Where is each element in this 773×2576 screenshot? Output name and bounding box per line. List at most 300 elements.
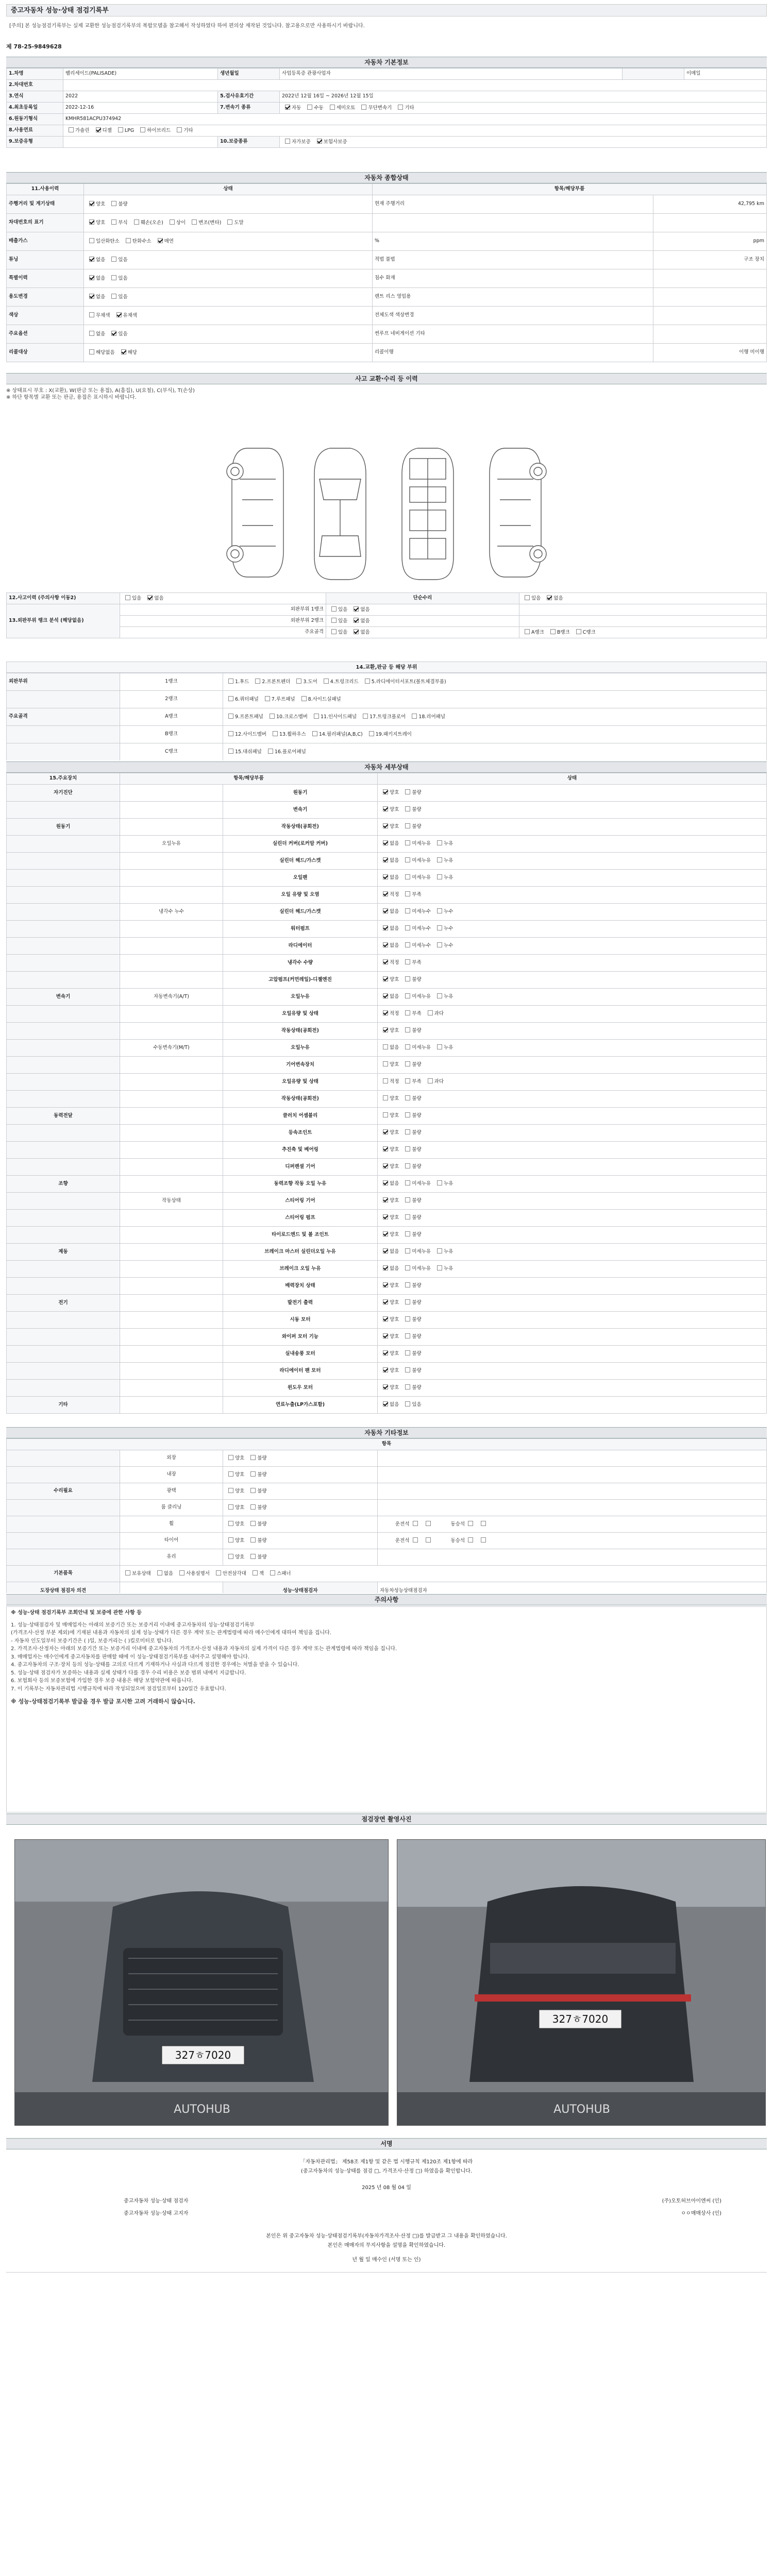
checkbox[interactable] — [550, 629, 556, 634]
checkbox[interactable] — [228, 1521, 233, 1526]
checkbox-option[interactable]: 적정 — [380, 891, 399, 898]
checkbox[interactable] — [437, 925, 442, 930]
checkbox-option[interactable]: 누유 — [434, 857, 453, 864]
checkbox-option[interactable]: 양호 — [380, 806, 399, 813]
checkbox[interactable] — [405, 908, 410, 913]
checkbox-option[interactable]: 해당 — [118, 349, 137, 356]
checkbox-option[interactable]: 1.후드 — [225, 679, 249, 685]
checkbox[interactable] — [383, 823, 388, 828]
checkbox[interactable] — [118, 127, 123, 132]
checkbox[interactable] — [383, 789, 388, 794]
checkbox-option[interactable]: 불량 — [402, 1129, 421, 1136]
checkbox-option[interactable]: 불량 — [402, 1197, 421, 1204]
checkbox-option[interactable]: 미세누유 — [402, 1265, 431, 1272]
checkbox[interactable] — [383, 1197, 388, 1202]
checkbox-option[interactable]: 양호 — [225, 1471, 244, 1478]
checkbox-option[interactable]: 누유 — [434, 874, 453, 881]
checkbox[interactable] — [405, 1027, 410, 1032]
checkbox[interactable] — [192, 219, 197, 225]
checkbox[interactable] — [405, 1112, 410, 1117]
checkbox[interactable] — [525, 629, 530, 634]
checkbox-option[interactable]: 적정 — [380, 1010, 399, 1017]
checkbox[interactable] — [250, 1537, 256, 1543]
checkbox-option[interactable]: 미세누수 — [402, 908, 431, 915]
checkbox[interactable] — [405, 1129, 410, 1134]
checkbox[interactable] — [405, 1299, 410, 1304]
checkbox[interactable] — [426, 1521, 431, 1526]
checkbox-option[interactable]: 상이 — [166, 219, 186, 226]
checkbox[interactable] — [116, 312, 122, 317]
checkbox-option[interactable]: 누수 — [434, 925, 453, 932]
checkbox[interactable] — [331, 629, 337, 634]
checkbox-option[interactable]: 불량 — [247, 1488, 266, 1495]
checkbox[interactable] — [383, 993, 388, 998]
checkbox[interactable] — [111, 294, 116, 299]
checkbox-option[interactable]: 불량 — [247, 1471, 266, 1478]
checkbox-option[interactable]: C랭크 — [573, 629, 596, 636]
checkbox-option[interactable]: 양호 — [225, 1537, 244, 1544]
checkbox[interactable] — [126, 238, 131, 243]
checkbox-option[interactable] — [410, 1521, 419, 1528]
checkbox-option[interactable]: 없음 — [380, 857, 399, 864]
checkbox-option[interactable]: 양호 — [380, 1197, 399, 1204]
checkbox[interactable] — [228, 731, 233, 736]
checkbox-option[interactable]: 불량 — [402, 1231, 421, 1238]
checkbox[interactable] — [250, 1488, 256, 1493]
checkbox-option[interactable]: 자동 — [282, 105, 301, 111]
checkbox[interactable] — [140, 127, 145, 132]
checkbox[interactable] — [405, 840, 410, 845]
checkbox-option[interactable]: 없음 — [154, 1570, 173, 1577]
checkbox-option[interactable]: 7.루프패널 — [262, 696, 295, 703]
checkbox[interactable] — [331, 618, 337, 623]
checkbox-option[interactable]: 없음 — [380, 1401, 399, 1408]
checkbox-option[interactable]: 기타 — [174, 127, 193, 134]
checkbox-option[interactable]: 있음 — [108, 331, 127, 337]
checkbox[interactable] — [285, 139, 290, 144]
checkbox-option[interactable]: 디젤 — [93, 127, 112, 134]
checkbox-option[interactable]: 누유 — [434, 840, 453, 847]
checkbox-option[interactable]: 양호 — [380, 1299, 399, 1306]
checkbox[interactable] — [405, 1197, 410, 1202]
checkbox-option[interactable] — [423, 1537, 432, 1544]
checkbox-option[interactable]: 미세누수 — [402, 925, 431, 932]
checkbox-option[interactable]: 양호 — [380, 1350, 399, 1357]
checkbox-option[interactable]: 누수 — [434, 942, 453, 949]
checkbox[interactable] — [111, 219, 116, 225]
checkbox[interactable] — [383, 1078, 388, 1083]
checkbox[interactable] — [383, 1350, 388, 1355]
checkbox-option[interactable] — [410, 1537, 419, 1544]
checkbox[interactable] — [405, 1095, 410, 1100]
checkbox-option[interactable]: 수동 — [304, 105, 323, 111]
checkbox-option[interactable]: 불량 — [402, 976, 421, 983]
checkbox[interactable] — [413, 1537, 418, 1543]
checkbox-option[interactable]: 불량 — [247, 1537, 266, 1544]
checkbox-option[interactable]: 3.도어 — [293, 679, 317, 685]
checkbox-option[interactable]: 과다 — [425, 1010, 444, 1017]
checkbox[interactable] — [437, 908, 442, 913]
checkbox[interactable] — [383, 1061, 388, 1066]
checkbox-option[interactable]: B랭크 — [547, 629, 570, 636]
checkbox[interactable] — [383, 1129, 388, 1134]
checkbox-option[interactable]: 없음 — [86, 275, 105, 282]
checkbox-option[interactable]: 불량 — [402, 1112, 421, 1119]
checkbox[interactable] — [96, 127, 101, 132]
checkbox-option[interactable]: 불량 — [402, 1214, 421, 1221]
checkbox-option[interactable]: 불량 — [402, 823, 421, 830]
checkbox-option[interactable]: 훼손(오손) — [131, 219, 163, 226]
checkbox[interactable] — [228, 749, 233, 754]
checkbox-option[interactable]: 해당없음 — [86, 349, 115, 356]
checkbox-option[interactable]: 16.플로어패널 — [265, 749, 306, 755]
checkbox[interactable] — [437, 840, 442, 845]
checkbox-option[interactable]: 없음 — [86, 257, 105, 263]
checkbox-option[interactable]: 있음 — [122, 595, 141, 602]
checkbox-option[interactable]: 15.대쉬패널 — [225, 749, 262, 755]
checkbox-option[interactable]: 있음 — [328, 606, 347, 613]
checkbox[interactable] — [383, 1265, 388, 1270]
checkbox-option[interactable]: 양호 — [380, 1146, 399, 1153]
checkbox[interactable] — [468, 1537, 473, 1543]
checkbox[interactable] — [405, 1010, 410, 1015]
checkbox[interactable] — [147, 595, 153, 600]
checkbox[interactable] — [383, 1112, 388, 1117]
checkbox[interactable] — [383, 1044, 388, 1049]
checkbox-option[interactable]: 없음 — [350, 629, 369, 636]
checkbox-option[interactable]: LPG — [115, 127, 134, 134]
checkbox-option[interactable]: 미세누유 — [402, 874, 431, 881]
checkbox[interactable] — [383, 1180, 388, 1185]
checkbox-option[interactable]: 양호 — [380, 1095, 399, 1102]
checkbox[interactable] — [383, 976, 388, 981]
checkbox-option[interactable]: 누유 — [434, 993, 453, 1000]
checkbox[interactable] — [250, 1521, 256, 1526]
checkbox[interactable] — [228, 1537, 233, 1543]
checkbox[interactable] — [268, 749, 273, 754]
checkbox[interactable] — [111, 331, 116, 336]
checkbox[interactable] — [134, 219, 139, 225]
checkbox[interactable] — [354, 629, 359, 634]
checkbox-option[interactable]: 불량 — [247, 1504, 266, 1511]
checkbox[interactable] — [405, 993, 410, 998]
checkbox[interactable] — [369, 731, 374, 736]
checkbox[interactable] — [228, 1488, 233, 1493]
checkbox-option[interactable]: 누유 — [434, 1265, 453, 1272]
checkbox-option[interactable]: 적정 — [380, 959, 399, 966]
checkbox-option[interactable]: 있음 — [402, 1401, 421, 1408]
checkbox-option[interactable]: 불량 — [402, 1384, 421, 1391]
checkbox[interactable] — [405, 789, 410, 794]
checkbox-option[interactable]: 도말 — [224, 219, 243, 226]
checkbox[interactable] — [405, 959, 410, 964]
checkbox-option[interactable]: 미세누유 — [402, 993, 431, 1000]
checkbox[interactable] — [361, 105, 366, 110]
checkbox[interactable] — [428, 1010, 433, 1015]
checkbox[interactable] — [383, 1367, 388, 1372]
checkbox[interactable] — [383, 1010, 388, 1015]
checkbox[interactable] — [383, 1299, 388, 1304]
checkbox-option[interactable]: 하이브리드 — [137, 127, 171, 134]
checkbox[interactable] — [270, 1570, 275, 1575]
checkbox-option[interactable]: 가솔린 — [65, 127, 90, 134]
checkbox-option[interactable]: 없음 — [86, 294, 105, 300]
checkbox[interactable] — [312, 731, 317, 736]
checkbox-option[interactable]: 있음 — [328, 629, 347, 636]
checkbox-option[interactable]: 4.트렁크리드 — [321, 679, 359, 685]
checkbox-option[interactable]: 없음 — [350, 618, 369, 624]
checkbox-option[interactable]: 불량 — [402, 1163, 421, 1170]
checkbox[interactable] — [405, 1231, 410, 1236]
checkbox[interactable] — [111, 201, 116, 206]
checkbox-option[interactable]: 불량 — [402, 1316, 421, 1323]
checkbox[interactable] — [383, 1282, 388, 1287]
checkbox-option[interactable]: 양호 — [380, 976, 399, 983]
checkbox[interactable] — [398, 105, 403, 110]
checkbox[interactable] — [324, 679, 329, 684]
checkbox[interactable] — [228, 679, 233, 684]
checkbox-option[interactable]: 유채색 — [113, 312, 138, 319]
checkbox[interactable] — [270, 714, 275, 719]
checkbox[interactable] — [228, 696, 233, 701]
checkbox[interactable] — [228, 1504, 233, 1510]
checkbox[interactable] — [363, 714, 368, 719]
checkbox-option[interactable]: 18.리어패널 — [409, 714, 445, 720]
checkbox-option[interactable]: 불량 — [402, 806, 421, 813]
checkbox-option[interactable]: 양호 — [86, 219, 105, 226]
checkbox[interactable] — [405, 823, 410, 828]
checkbox[interactable] — [383, 942, 388, 947]
checkbox[interactable] — [481, 1537, 486, 1543]
checkbox[interactable] — [170, 219, 175, 225]
checkbox-option[interactable] — [465, 1521, 475, 1528]
checkbox-option[interactable] — [465, 1537, 475, 1544]
checkbox-option[interactable]: 양호 — [380, 1214, 399, 1221]
checkbox-option[interactable]: 미세누유 — [402, 1248, 431, 1255]
checkbox-option[interactable]: 양호 — [380, 1061, 399, 1068]
checkbox-option[interactable]: 양호 — [380, 1384, 399, 1391]
checkbox-option[interactable]: 미세누유 — [402, 1044, 431, 1051]
checkbox[interactable] — [89, 294, 94, 299]
checkbox-option[interactable]: 불량 — [402, 1367, 421, 1374]
checkbox-option[interactable]: 양호 — [225, 1554, 244, 1561]
checkbox[interactable] — [525, 595, 530, 600]
checkbox-option[interactable]: 미세누수 — [402, 942, 431, 949]
checkbox-option[interactable] — [478, 1537, 488, 1544]
checkbox[interactable] — [383, 840, 388, 845]
checkbox[interactable] — [158, 238, 163, 243]
checkbox-option[interactable]: 양호 — [380, 1333, 399, 1340]
checkbox[interactable] — [437, 993, 442, 998]
checkbox-option[interactable]: 미세누유 — [402, 857, 431, 864]
checkbox-option[interactable]: 5.라디에이터서포트(볼트체결부품) — [362, 679, 446, 685]
checkbox[interactable] — [89, 312, 94, 317]
checkbox[interactable] — [405, 1163, 410, 1168]
checkbox[interactable] — [437, 874, 442, 879]
checkbox[interactable] — [405, 1350, 410, 1355]
checkbox-option[interactable]: 안전삼각대 — [213, 1570, 246, 1577]
checkbox[interactable] — [405, 1044, 410, 1049]
checkbox[interactable] — [383, 925, 388, 930]
checkbox-option[interactable]: 누유 — [434, 1248, 453, 1255]
checkbox-option[interactable]: 없음 — [380, 1265, 399, 1272]
checkbox-option[interactable]: 적정 — [380, 1078, 399, 1085]
checkbox[interactable] — [405, 874, 410, 879]
checkbox[interactable] — [228, 1455, 233, 1460]
checkbox-option[interactable]: 누수 — [434, 908, 453, 915]
checkbox[interactable] — [405, 1333, 410, 1338]
checkbox[interactable] — [547, 595, 552, 600]
checkbox-option[interactable]: 있음 — [108, 257, 127, 263]
checkbox[interactable] — [250, 1554, 256, 1559]
checkbox-option[interactable]: 불량 — [402, 1095, 421, 1102]
checkbox[interactable] — [89, 238, 94, 243]
checkbox[interactable] — [157, 1570, 162, 1575]
checkbox-option[interactable]: 불량 — [247, 1554, 266, 1561]
checkbox[interactable] — [383, 1027, 388, 1032]
checkbox[interactable] — [405, 891, 410, 896]
checkbox-option[interactable]: 양호 — [380, 1282, 399, 1289]
checkbox-option[interactable]: 누유 — [434, 1180, 453, 1187]
checkbox-option[interactable]: 양호 — [380, 1163, 399, 1170]
checkbox-option[interactable]: 6.쿼터패널 — [225, 696, 259, 703]
checkbox-option[interactable]: 일산화탄소 — [86, 238, 120, 245]
checkbox[interactable] — [89, 201, 94, 206]
checkbox[interactable] — [383, 1095, 388, 1100]
checkbox[interactable] — [405, 1061, 410, 1066]
checkbox-option[interactable]: 부족 — [402, 959, 421, 966]
checkbox-option[interactable]: 불량 — [402, 1061, 421, 1068]
checkbox[interactable] — [426, 1537, 431, 1543]
checkbox[interactable] — [405, 1146, 410, 1151]
checkbox[interactable] — [405, 925, 410, 930]
checkbox-option[interactable]: 12.사이드멤버 — [225, 731, 266, 738]
checkbox[interactable] — [285, 105, 290, 110]
checkbox[interactable] — [273, 731, 278, 736]
checkbox[interactable] — [317, 139, 322, 144]
checkbox[interactable] — [228, 1471, 233, 1477]
checkbox-option[interactable]: 스패너 — [267, 1570, 291, 1577]
checkbox-option[interactable]: 불량 — [402, 1027, 421, 1034]
checkbox-option[interactable]: 없음 — [350, 606, 369, 613]
checkbox-option[interactable]: 미세누유 — [402, 1180, 431, 1187]
checkbox[interactable] — [437, 1265, 442, 1270]
checkbox-option[interactable]: 불량 — [247, 1521, 266, 1528]
checkbox[interactable] — [383, 874, 388, 879]
checkbox-option[interactable]: 부족 — [402, 1078, 421, 1085]
checkbox-option[interactable]: 양호 — [225, 1504, 244, 1511]
checkbox[interactable] — [253, 1570, 258, 1575]
checkbox[interactable] — [405, 1384, 410, 1389]
checkbox-option[interactable]: 없음 — [380, 1044, 399, 1051]
checkbox-option[interactable]: 양호 — [380, 1129, 399, 1136]
checkbox-option[interactable]: 없음 — [380, 925, 399, 932]
checkbox[interactable] — [576, 629, 581, 634]
checkbox-option[interactable]: 매연 — [155, 238, 174, 245]
checkbox-option[interactable]: 없음 — [144, 595, 163, 602]
checkbox[interactable] — [405, 1282, 410, 1287]
checkbox[interactable] — [216, 1570, 221, 1575]
checkbox-option[interactable]: 13.휠하우스 — [270, 731, 306, 738]
checkbox-option[interactable]: 양호 — [380, 1027, 399, 1034]
checkbox-option[interactable]: 불량 — [402, 1333, 421, 1340]
checkbox[interactable] — [383, 1163, 388, 1168]
checkbox[interactable] — [179, 1570, 184, 1575]
checkbox-option[interactable]: 있음 — [108, 275, 127, 282]
checkbox[interactable] — [177, 127, 182, 132]
checkbox-option[interactable]: 변조(변타) — [189, 219, 221, 226]
checkbox-option[interactable]: 양호 — [380, 1231, 399, 1238]
checkbox-option[interactable]: 없음 — [380, 993, 399, 1000]
checkbox-option[interactable]: 불량 — [402, 789, 421, 796]
checkbox[interactable] — [228, 1554, 233, 1559]
checkbox[interactable] — [405, 1367, 410, 1372]
checkbox-option[interactable] — [423, 1521, 432, 1528]
checkbox-option[interactable]: 양호 — [86, 201, 105, 208]
checkbox[interactable] — [111, 257, 116, 262]
checkbox-option[interactable]: 무단변속기 — [358, 105, 392, 111]
checkbox[interactable] — [354, 618, 359, 623]
checkbox[interactable] — [405, 857, 410, 862]
checkbox[interactable] — [383, 908, 388, 913]
checkbox[interactable] — [383, 857, 388, 862]
checkbox[interactable] — [125, 1570, 130, 1575]
checkbox-option[interactable]: 과다 — [425, 1078, 444, 1085]
checkbox[interactable] — [89, 349, 94, 354]
checkbox[interactable] — [405, 1214, 410, 1219]
checkbox[interactable] — [89, 275, 94, 280]
checkbox-option[interactable]: 부식 — [108, 219, 127, 226]
checkbox-option[interactable]: 없음 — [380, 1248, 399, 1255]
checkbox-option[interactable]: 미세누유 — [402, 840, 431, 847]
checkbox[interactable] — [330, 105, 335, 110]
checkbox-option[interactable]: 불량 — [108, 201, 127, 208]
checkbox[interactable] — [383, 959, 388, 964]
checkbox[interactable] — [405, 1180, 410, 1185]
checkbox-option[interactable]: 양호 — [225, 1455, 244, 1462]
checkbox[interactable] — [250, 1504, 256, 1510]
checkbox[interactable] — [405, 1401, 410, 1406]
checkbox[interactable] — [228, 714, 233, 719]
checkbox-option[interactable]: 부족 — [402, 1010, 421, 1017]
checkbox[interactable] — [437, 1248, 442, 1253]
checkbox[interactable] — [437, 857, 442, 862]
checkbox-option[interactable]: 사용설명서 — [176, 1570, 210, 1577]
checkbox[interactable] — [89, 219, 94, 225]
checkbox[interactable] — [296, 679, 301, 684]
checkbox-option[interactable]: 양호 — [380, 1112, 399, 1119]
checkbox-option[interactable]: 14.필러패널(A,B,C) — [309, 731, 363, 738]
checkbox-option[interactable]: 양호 — [380, 789, 399, 796]
checkbox-option[interactable]: 보유상태 — [122, 1570, 151, 1577]
checkbox[interactable] — [412, 714, 417, 719]
checkbox[interactable] — [89, 257, 94, 262]
checkbox-option[interactable]: 양호 — [225, 1521, 244, 1528]
checkbox-option[interactable]: 있음 — [522, 595, 541, 602]
checkbox[interactable] — [405, 1316, 410, 1321]
checkbox[interactable] — [111, 275, 116, 280]
checkbox[interactable] — [365, 679, 370, 684]
checkbox[interactable] — [383, 891, 388, 896]
checkbox[interactable] — [125, 595, 130, 600]
checkbox[interactable] — [468, 1521, 473, 1526]
checkbox[interactable] — [307, 105, 312, 110]
checkbox-option[interactable]: 10.크로스멤버 — [266, 714, 308, 720]
checkbox[interactable] — [383, 1231, 388, 1236]
checkbox-option[interactable]: 보험사보증 — [314, 139, 347, 145]
checkbox[interactable] — [383, 806, 388, 811]
checkbox-option[interactable]: 탄화수소 — [123, 238, 152, 245]
